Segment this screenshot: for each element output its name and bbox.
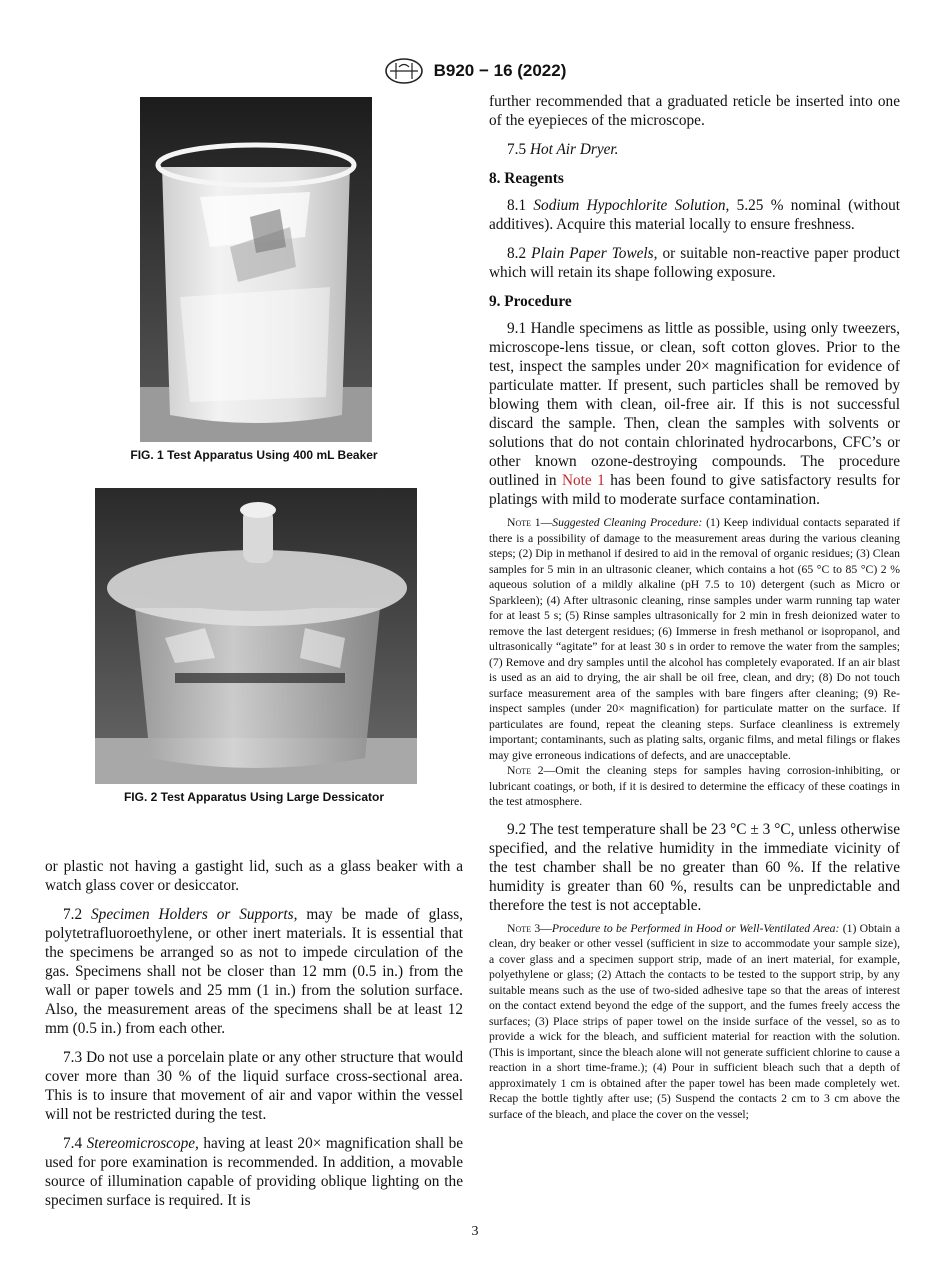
left-column-text: [45, 857, 463, 1210]
right-column-text: [489, 92, 900, 1122]
note-3: Note 3—Procedure to be Performed in Hood or Well-Ventilated Area: (1) Obtain a clean, dry beaker or other vessel (sufficient in size to accommodate your sample size), a cover glass and a specimen support strip, made of an inert material, for example, polyethylene or glass; (2) Attach the contacts to be tested to the support strip, by any suitable means such as the use of two-sided adhesive tape so that the areas of interest on the contact extend beyond the edge of the support, and the fumes freely access the surfaces; (3) Place strips of paper towel on the inside surface of the vessel, so as to provide a wick for the bleach, and sufficient material for reaction with the solution. (This is important, since the bleach alone will not generate sufficient chlorine to cause a reaction in a short time-frame.); (4) Pour in sufficient bleach such that a depth of approximately 1 cm is obtained after the paper towel has been made completely wet. Recap the bottle tightly after use; (5) Suspend the contacts 2 cm to 3 cm above the surface of the bleach, and place the cover on the vessel;: [489, 921, 901, 1121]
paragraph-continuation-right: further recommended that a graduated reticle be inserted into one of the eyepieces of the microscope.: [489, 93, 900, 129]
heading-procedure: 9. Procedure: [489, 293, 572, 310]
figure-2-caption: FIG. 2 Test Apparatus Using Large Dessicator: [123, 790, 385, 804]
section-7-3: 7.3 Do not use a porcelain plate or any other structure that would cover more than 30 % of the liquid surface cross-sectional area. This is to insure that movement of air and vapor within the vessel will not be restricted during the test.: [45, 1049, 463, 1123]
paragraph-continuation-left: or plastic not having a gastight lid, such as a glass beaker with a watch glass cover or desiccator.: [45, 858, 463, 894]
section-9-1: 9.1 Handle specimens as little as possible, using only tweezers, microscope-lens tissue, or clean, soft cotton gloves. Prior to the test, inspect the samples under 20× magnification for evidence of particulate matter. If present, such particles shall be removed by blowing them with clean, oil-free air. If this is not successful discard the sample. Then, clean the samples with solvents or solutions that do not contain chlorinated hydrocarbons, CFC’s or other known ozone-destroying compounds. The procedure outlined in Note 1 has been found to give satisfactory results for platings with mild to moderate surface contamination.: [489, 320, 901, 508]
section-8-1: 8.1 Sodium Hypochlorite Solution, 5.25 % nominal (without additives). Acquire this material locally to ensure freshness.: [489, 197, 900, 233]
section-7-2: 7.2 Specimen Holders or Supports, may be made of glass, polytetrafluoroethylene, or other inert materials. It is essential that the specimens be arranged so as not to impede circulation of the gas. Specimens shall not be closer than 12 mm (0.5 in.) from the wall or paper towels and 25 mm (1 in.) from the solution surface. Also, the measurement areas of the specimens shall be at least 12 mm (0.5 in.) from each other.: [45, 906, 464, 1037]
section-8-2: 8.2 Plain Paper Towels, or suitable non-reactive paper product which will retain its shape following exposure.: [489, 245, 900, 281]
section-7-4: 7.4 Stereomicroscope, having at least 20× magnification shall be used for pore examination is recommended. In addition, a movable source of illumination capable of providing oblique lighting on the specimen surface is required. It is: [45, 1135, 464, 1209]
section-7-5: 7.5 Hot Air Dryer.: [507, 141, 619, 158]
heading-reagents: 8. Reagents: [489, 170, 564, 187]
figure-1-caption: FIG. 1 Test Apparatus Using 400 mL Beaker: [130, 448, 378, 462]
astm-logo-icon: [384, 58, 424, 84]
note-1: Note 1—Suggested Cleaning Procedure: (1) Keep individual contacts separated if there is a possibility of damage to the measurement areas during the various cleaning steps; (2) Dip in methanol if desired to aid in the removal of organic residues; (3) Clean samples for 5 min in an ultrasonic cleaner, which contains a hot (65 °C to 85 °C) 2 % aqueous solution of a mildly alkaline (pH 7.5 to 10) detergent (such as Micro or Sparkleen); (4) After ultrasonic cleaning, rinse samples under warm running tap water for at least 5 s; (5) Rinse samples ultrasonically for 2 min in fresh deionized water to remove the last detergent residues; (6) Immerse in fresh methanol or isopropanol, and ultrasonically “agitate” for at least 30 s in order to remove the water from the samples; (7) Remove and dry samples until the alcohol has completely evaporated. If an air blast is used as an aid to drying, the air shall be oil free, clean, and dry; (8) Do not touch surface measurement area of the samples with bare fingers after cleaning; (9) Re-inspect samples (under 20× magnification) for particulate matter on the surface. If particulates are found, repeat the cleaning steps. Surface cleanliness is extremely important; contaminants, such as plating salts, organic films, and metal filings or flakes may give erroneous indications of defects, and are unacceptable.: [489, 516, 900, 762]
page-header: [0, 58, 950, 84]
document-number: B920 − 16 (2022): [433, 61, 567, 80]
figure-2-photo: [95, 488, 417, 784]
note-1-link[interactable]: Note 1: [561, 472, 605, 489]
note-2: Note 2—Omit the cleaning steps for samples having corrosion-inhibiting, or lubricant coatings, or both, if it is desired to determine the efficacy of these coatings in the test atmosphere.: [489, 764, 900, 808]
page-number: 3: [471, 1224, 479, 1239]
figure-1-photo: [140, 97, 372, 442]
section-9-2: 9.2 The test temperature shall be 23 °C ± 3 °C, unless otherwise specified, and the relative humidity in the immediate vicinity of the test chamber shall be no greater than 60 %. If the relative humidity is greater than 60 %, results can be unpredictable and therefore the test is not acceptable.: [489, 820, 900, 914]
